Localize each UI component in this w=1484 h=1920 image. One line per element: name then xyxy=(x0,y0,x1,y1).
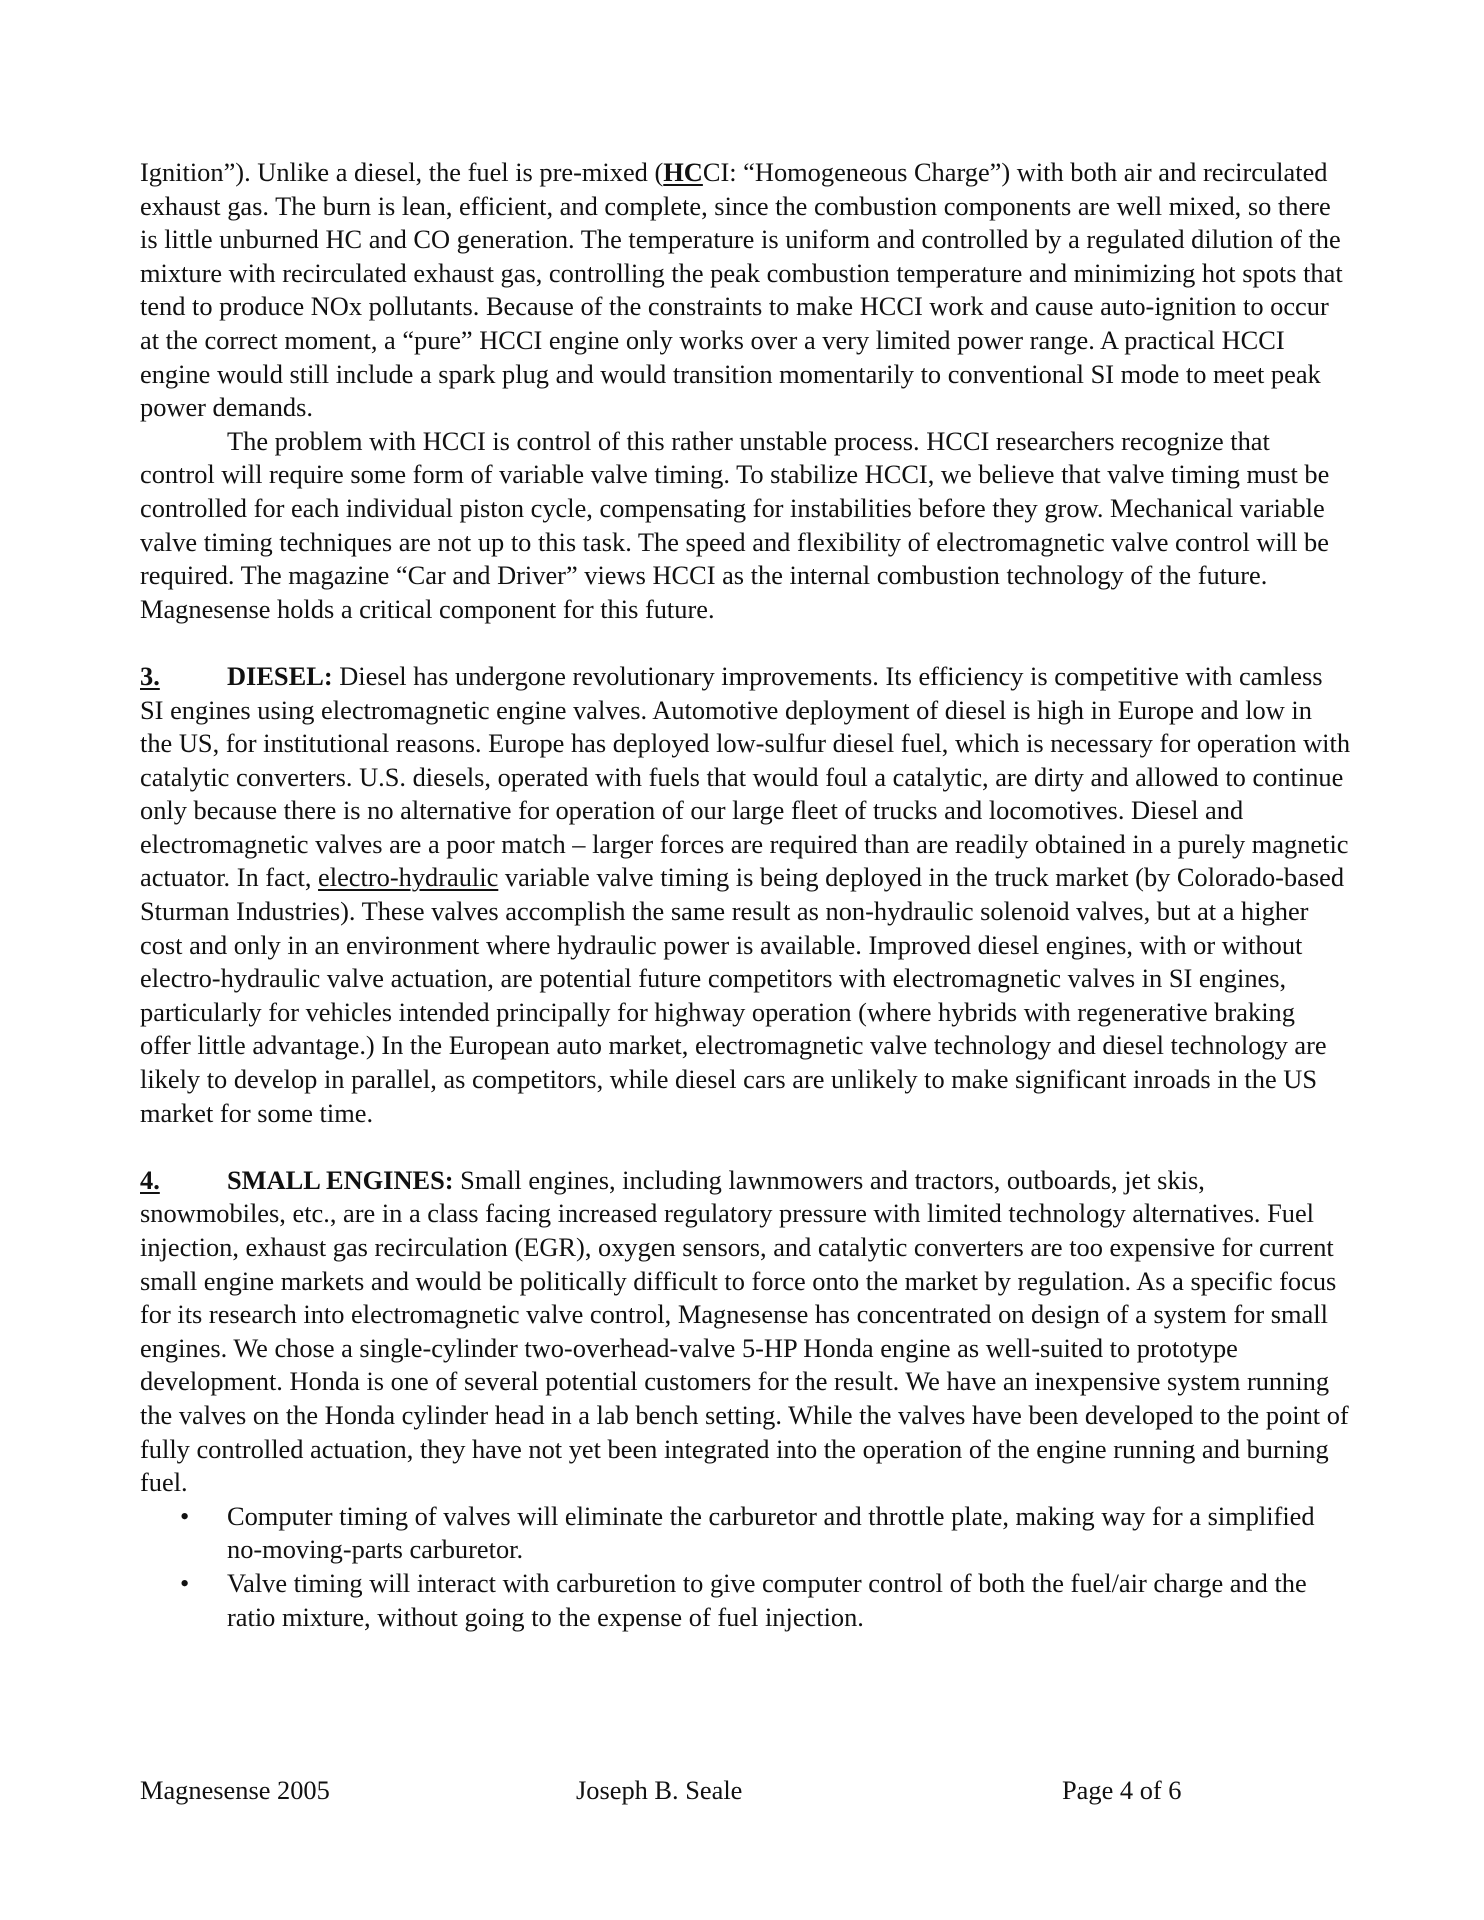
section-number-diesel: 3. xyxy=(140,660,160,691)
section-number-small-engines: 4. xyxy=(140,1164,160,1195)
diesel-text-part-2: variable valve timing is being deployed in the truck market (by Colorado-based Sturman Industries). These valves accomplish the same result as non-hydraulic solenoid valves, but at a higher cost and only in an environment where hydraulic power is available. Improved diesel engines, with or without electro-hydraulic valve actuation, are potential future competitors with electromagnetic valves in SI engines, particularly for vehicles intended principally for highway operation (where hybrids with regenerative braking offer little advantage.) In the European auto market, electromagnetic valve technology and diesel technology are likely to develop in parallel, as competitors, while diesel cars are unlikely to make significant inroads in the US market for some time. xyxy=(140,862,1345,1128)
footer-author: Joseph B. Seale xyxy=(576,1775,743,1805)
bullet-text: Computer timing of valves will eliminate the carburetor and throttle plate, making way for a simplified no-moving-parts carburetor. xyxy=(227,1500,1315,1565)
section-small-engines xyxy=(140,1164,1350,1500)
section-heading-small-engines: SMALL ENGINES: xyxy=(227,1164,454,1195)
paragraph-hcci-control: The problem with HCCI is control of this rather unstable process. HCCI researchers recognize that control will require some form of variable valve timing. To stabilize HCCI, we believe that valve timing must be controlled for each individual piston cycle, compensating for instabilities before they grow. Mechanical variable valve timing techniques are not up to this task. The speed and flexibility of electromagnetic valve control will be required. The magazine “Car and Driver” views HCCI as the internal combustion technology of the future. Magnesense holds a critical component for this future. xyxy=(140,425,1330,624)
bullet-dot-icon: • xyxy=(180,1500,190,1531)
section-heading-diesel: DIESEL: xyxy=(227,660,333,691)
bullet-list xyxy=(140,1500,1350,1634)
bullet-item xyxy=(140,1567,1350,1634)
diesel-text-part-1: Diesel has undergone revolutionary improvements. Its efficiency is competitive with camless SI engines using electromagnetic engine valves. Automotive deployment of diesel is high in Europe and low in the US, for institutional reasons. Europe has deployed low-sulfur diesel fuel, which is necessary for operation with catalytic converters. U.S. diesels, operated with fuels that would foul a catalytic, are dirty and allowed to continue only because there is no alternative for operation of our large fleet of trucks and locomotives. Diesel and electromagnetic valves are a poor match – larger forces are required than are readily obtained in a purely magnetic actuator. In fact, xyxy=(140,660,1351,893)
hcci-text-part-1: Ignition”). Unlike a diesel, the fuel is pre-mixed ( xyxy=(140,157,664,187)
footer-company: Magnesense 2005 xyxy=(140,1775,330,1805)
paragraph-gap xyxy=(140,626,1350,660)
hc-emphasis: HC xyxy=(663,157,703,187)
hcci-text-part-2: CI: “Homogeneous Charge”) with both air and recirculated exhaust gas. The burn is lean, efficient, and complete, since the combustion components are well mixed, so there is little unburned HC and CO generation. The temperature is uniform and controlled by a regulated dilution of the mixture with recirculated exhaust gas, controlling the peak combustion temperature and minimizing hot spots that tend to produce NOx pollutants. Because of the constraints to make HCCI work and cause auto-ignition to occur at the correct moment, a “pure” HCCI engine only works over a very limited power range. A practical HCCI engine would still include a spark plug and would transition momentarily to conventional SI mode to meet peak power demands. xyxy=(140,157,1343,423)
bullet-item xyxy=(140,1500,1350,1567)
section-diesel xyxy=(140,660,1350,1130)
paragraph-hcci-continued xyxy=(140,156,1350,425)
bullet-text: Valve timing will interact with carburetion to give computer control of both the fuel/air charge and the ratio mixture, without going to the expense of fuel injection. xyxy=(227,1567,1307,1632)
page-footer xyxy=(0,1774,1484,1808)
bullet-dot-icon: • xyxy=(180,1567,190,1598)
electro-hydraulic-term: electro-hydraulic xyxy=(318,862,499,893)
footer-page-number: Page 4 of 6 xyxy=(1062,1775,1182,1805)
paragraph-gap xyxy=(140,1130,1350,1164)
small-engines-text: Small engines, including lawnmowers and tractors, outboards, jet skis, snowmobiles, etc., are in a class facing increased regulatory pressure with limited technology alternatives. Fuel injection, exhaust gas recirculation (EGR), oxygen sensors, and catalytic converters are too expensive for current small engine markets and would be politically difficult to force onto the market by regulation. As a specific focus for its research into electromagnetic valve control, Magnesense has concentrated on design of a system for small engines. We chose a single-cylinder two-overhead-valve 5-HP Honda engine as well-suited to prototype development. Honda is one of several potential customers for the result. We have an inexpensive system running the valves on the Honda cylinder head in a lab bench setting. While the valves have been developed to the point of fully controlled actuation, they have not yet been integrated into the operation of the engine running and burning fuel. xyxy=(140,1164,1349,1498)
document-page xyxy=(140,156,1350,1634)
